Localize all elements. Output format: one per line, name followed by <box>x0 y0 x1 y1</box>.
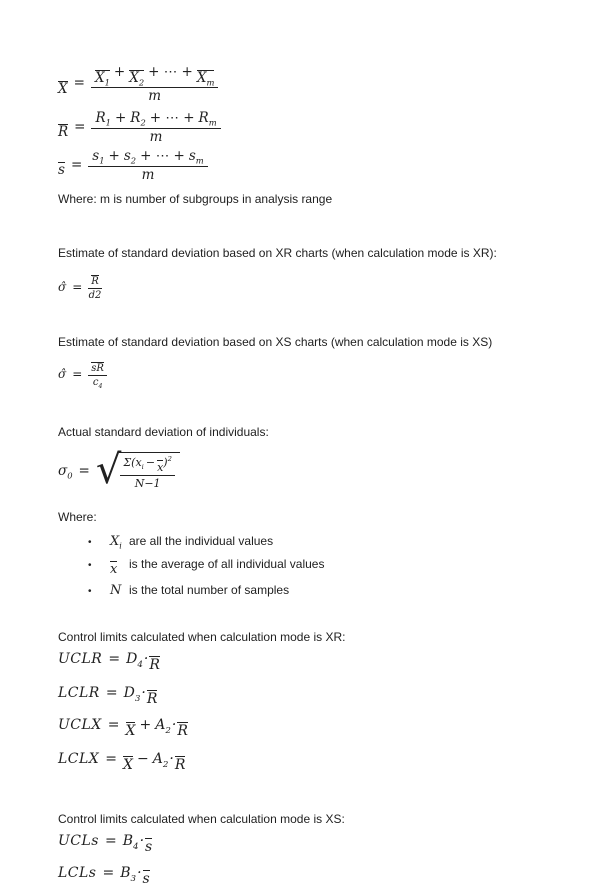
fraction <box>91 110 220 144</box>
formula-uclr: UCLR = $D_4\cdot$ R <box>58 651 160 673</box>
fraction-denominator: N−1 <box>134 476 161 490</box>
fraction-denominator: $c_4$ <box>92 377 103 390</box>
r-bar: R <box>177 722 188 739</box>
sigma-hat: σ̂ <box>58 367 67 381</box>
heading-control-limits-xs: Control limits calculated when calculation mode is XS: <box>58 812 345 826</box>
radical-sign: √ <box>95 447 122 493</box>
fraction <box>88 148 207 182</box>
formula-rbar: R = $\frac{R_1 + R_2 + \cdots + R_m}{m}$ <box>58 110 221 144</box>
fraction-denominator: m <box>148 88 162 105</box>
heading-estimate-xr: Estimate of standard deviation based on XR charts (when calculation mode is XR): <box>58 246 497 260</box>
fraction-numerator: R <box>88 274 102 289</box>
note-where-m: Where: m is number of subgroups in analysis range <box>58 192 333 206</box>
fraction-denominator: d2 <box>88 290 102 301</box>
s-bar: s <box>145 838 153 855</box>
bullet-item-xi: • $X_i$ are all the individual values <box>88 534 274 551</box>
formula-sigma-hat-xs: σ̂ = $\frac{sR}{c_4}$ <box>58 361 107 388</box>
fraction <box>120 456 175 489</box>
fraction <box>88 274 102 301</box>
fraction-denominator: m <box>149 128 163 145</box>
fraction-numerator: $X_1$ + $X_2$ + ⋯ + $X_m$ <box>91 64 219 88</box>
fraction <box>91 64 219 104</box>
r-bar: R <box>149 656 160 673</box>
formula-sigma0: $\sigma_0$ = √ $\Sigma(x_i$ − x )$^2$ N−1 <box>58 452 180 490</box>
heading-control-limits-xr: Control limits calculated when calculation mode is XR: <box>58 630 346 644</box>
sbar-lhs: s <box>58 162 65 179</box>
sigma-hat: σ̂ <box>58 280 67 294</box>
formula-lclx: LCLX = X − $A_2\cdot$ R <box>58 751 186 773</box>
fraction-denominator: m <box>141 166 155 183</box>
sigma-zero: $\sigma_0$ <box>58 462 73 481</box>
heading-where: Where: <box>58 510 97 524</box>
formula-lcls: LCLs = $B_3\cdot$ s <box>58 865 150 887</box>
fraction-numerator: $s_1 + s_2$ + ⋯ + $s_m$ <box>88 148 207 167</box>
fraction-numerator: $\Sigma(x_i$ − x )$^2$ <box>120 456 175 476</box>
x-double-bar: X <box>123 756 133 773</box>
bullet-icon: • <box>88 560 92 571</box>
bullet-item-n: • N is the total number of samples <box>88 583 290 599</box>
formula-lclr: LCLR = $D_3\cdot$ R <box>58 685 158 707</box>
formula-ucls: UCLs = $B_4\cdot$ s <box>58 833 153 855</box>
x-bar: x <box>110 562 118 578</box>
square-root <box>95 447 180 493</box>
r-bar: R <box>174 756 186 773</box>
bullet-lead <box>110 558 124 576</box>
xbar-lhs: X <box>58 80 68 97</box>
formula-sigma-hat-xr: σ̂ = $\frac{R}{d2}$ <box>58 276 102 301</box>
x-bar: x <box>157 460 164 474</box>
r-bar: R <box>146 690 158 707</box>
bullet-item-xbar: • x is the average of all individual values <box>88 557 325 578</box>
fraction <box>88 361 107 388</box>
formula-xbar: X = $X_1$ + $X_2$ + ⋯ + $X_m$ m <box>58 64 218 104</box>
bullet-lead: $X_i$ <box>110 534 122 551</box>
heading-estimate-xs: Estimate of standard deviation based on XS charts (when calculation mode is XS) <box>58 335 493 349</box>
formula-uclx: UCLX = X + $A_2\cdot$ R <box>58 717 188 739</box>
fraction-numerator: sR <box>88 361 107 376</box>
formula-sbar: s = $\frac{s_1 + s_2 + \cdots + s_m}{m}$ <box>58 148 208 182</box>
bullet-icon: • <box>88 537 92 548</box>
x-double-bar: X <box>125 722 136 739</box>
heading-actual-sd: Actual standard deviation of individuals: <box>58 425 269 439</box>
bullet-lead: N <box>110 583 122 599</box>
fraction-numerator: $R_1 + R_2$ + ⋯ + $R_m$ <box>91 110 220 129</box>
radicand <box>118 452 180 489</box>
bullet-icon: • <box>88 586 92 598</box>
s-bar: s <box>142 870 150 887</box>
rbar-lhs: R <box>58 124 69 141</box>
bullet-list <box>58 534 324 606</box>
